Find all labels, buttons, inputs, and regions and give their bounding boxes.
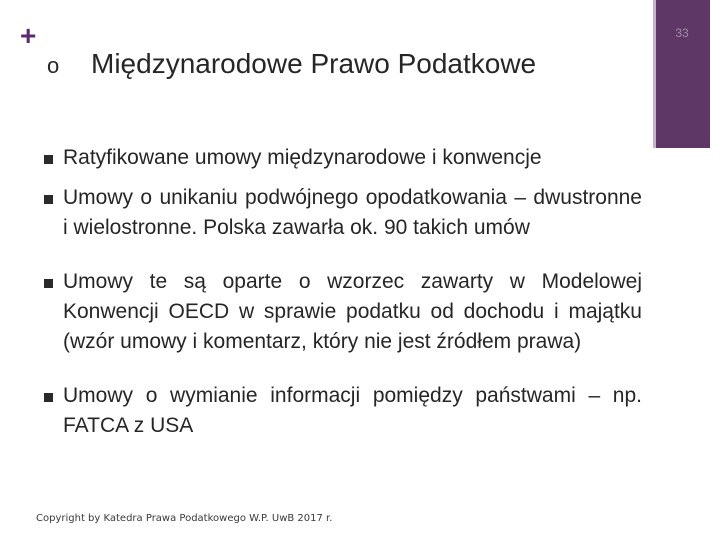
accent-bar <box>653 0 710 148</box>
footer-copyright: Copyright by Katedra Prawa Podatkowego W.P. UwB 2017 r. <box>36 513 333 524</box>
bullet-item <box>42 381 642 441</box>
slide-number: 33 <box>675 26 689 40</box>
bullet-item <box>42 183 642 243</box>
bullet-text: Umowy te są oparte o wzorzec zawarty w Modelowej Konwencji OECD w sprawie podatku od dochodu i majątku (wzór umowy i komentarz, który nie jest źródłem prawa) <box>63 270 642 353</box>
square-bullet-icon <box>44 279 53 288</box>
plus-icon: + <box>20 20 37 51</box>
bullet-item <box>42 143 642 173</box>
bullet-text: Ratyfikowane umowy międzynarodowe i konwencje <box>63 146 542 169</box>
bullet-item <box>42 267 642 357</box>
bullet-text: Umowy o unikaniu podwójnego opodatkowania – dwustronne i wielostronne. Polska zawarła ok. 90 takich umów <box>63 186 642 239</box>
bullet-text: Umowy o wymianie informacji pomiędzy państwami – np. FATCA z USA <box>63 384 642 437</box>
square-bullet-icon <box>44 195 53 204</box>
square-bullet-icon <box>44 393 53 402</box>
title-bullet-icon: o <box>47 53 60 78</box>
square-bullet-icon <box>44 155 53 164</box>
bullet-list <box>42 143 642 453</box>
slide-title: Międzynarodowe Prawo Podatkowe <box>91 48 537 79</box>
